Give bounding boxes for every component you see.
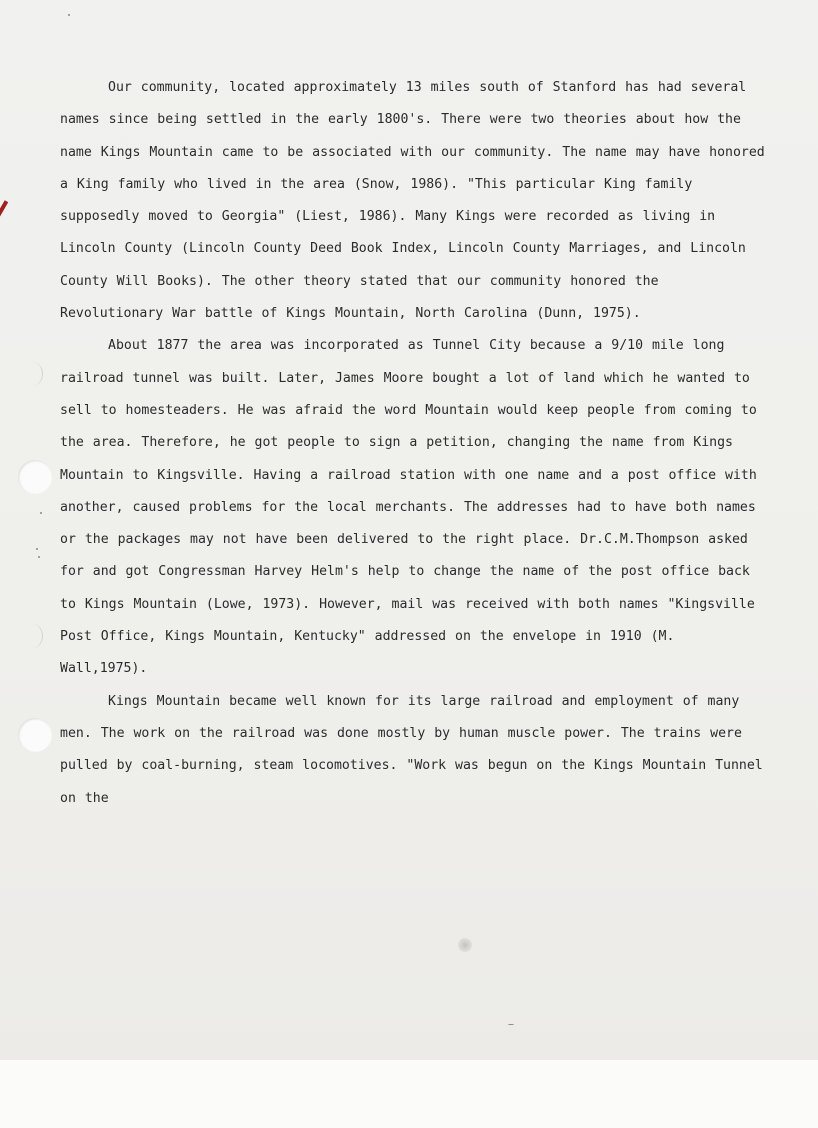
punch-hole-shadow xyxy=(22,362,43,386)
paper-speck xyxy=(508,1024,514,1025)
typed-text xyxy=(60,72,770,815)
paragraph: Kings Mountain became well known for its large railroad and employment of many men. The work on the railroad was done mostly by human muscle power. The trains were pulled by coal-burning, steam locomotives. "Work was begun on the Kings Mountain Tunnel on the xyxy=(60,693,763,806)
punch-hole xyxy=(18,460,52,494)
paragraph: Our community, located approximately 13 miles south of Stanford has had several names since being settled in the early 1800's. There were two theories about how the name Kings Mountain came to be associated with our community. The name may have honored a King family who lived in the area (Snow, 1986). "This particular King family supposedly moved to Georgia" (Liest, 1986). Many Kings were recorded as living in Lincoln County (Lincoln County Deed Book Index, Lincoln County Marriages, and Lincoln County Will Books). The other theory stated that our community honored the Revolutionary War battle of Kings Mountain, North Carolina (Dunn, 1975). xyxy=(60,80,765,322)
red-margin-mark xyxy=(0,200,8,218)
paper-speck xyxy=(40,512,42,514)
paper-speck xyxy=(38,556,40,558)
scan-background xyxy=(0,1060,818,1128)
paper-speck xyxy=(36,548,38,550)
paragraph: About 1877 the area was incorporated as Tunnel City because a 9/10 mile long railroad tunnel was built. Later, James Moore bought a lot of land which he wanted to sell to homesteaders. He was afraid the word Mountain would keep people from coming to the area. Therefore, he got people to sign a petition, changing the name from Kings Mountain to Kingsville. Having a railroad station with one name and a post office with another, caused problems for the local merchants. The addresses had to have both names or the packages may not have been delivered to the right place. Dr.C.M.Thompson asked for and got Congressman Harvey Helm's help to change the name of the post office back to Kings Mountain (Lowe, 1973). However, mail was received with both names "Kingsville Post Office, Kings Mountain, Kentucky" addressed on the envelope in 1910 (M. Wall,1975). xyxy=(60,338,757,677)
punch-hole-shadow xyxy=(22,624,43,648)
paper-stain xyxy=(458,938,472,952)
paper-speck xyxy=(68,14,70,16)
punch-hole xyxy=(18,718,52,752)
